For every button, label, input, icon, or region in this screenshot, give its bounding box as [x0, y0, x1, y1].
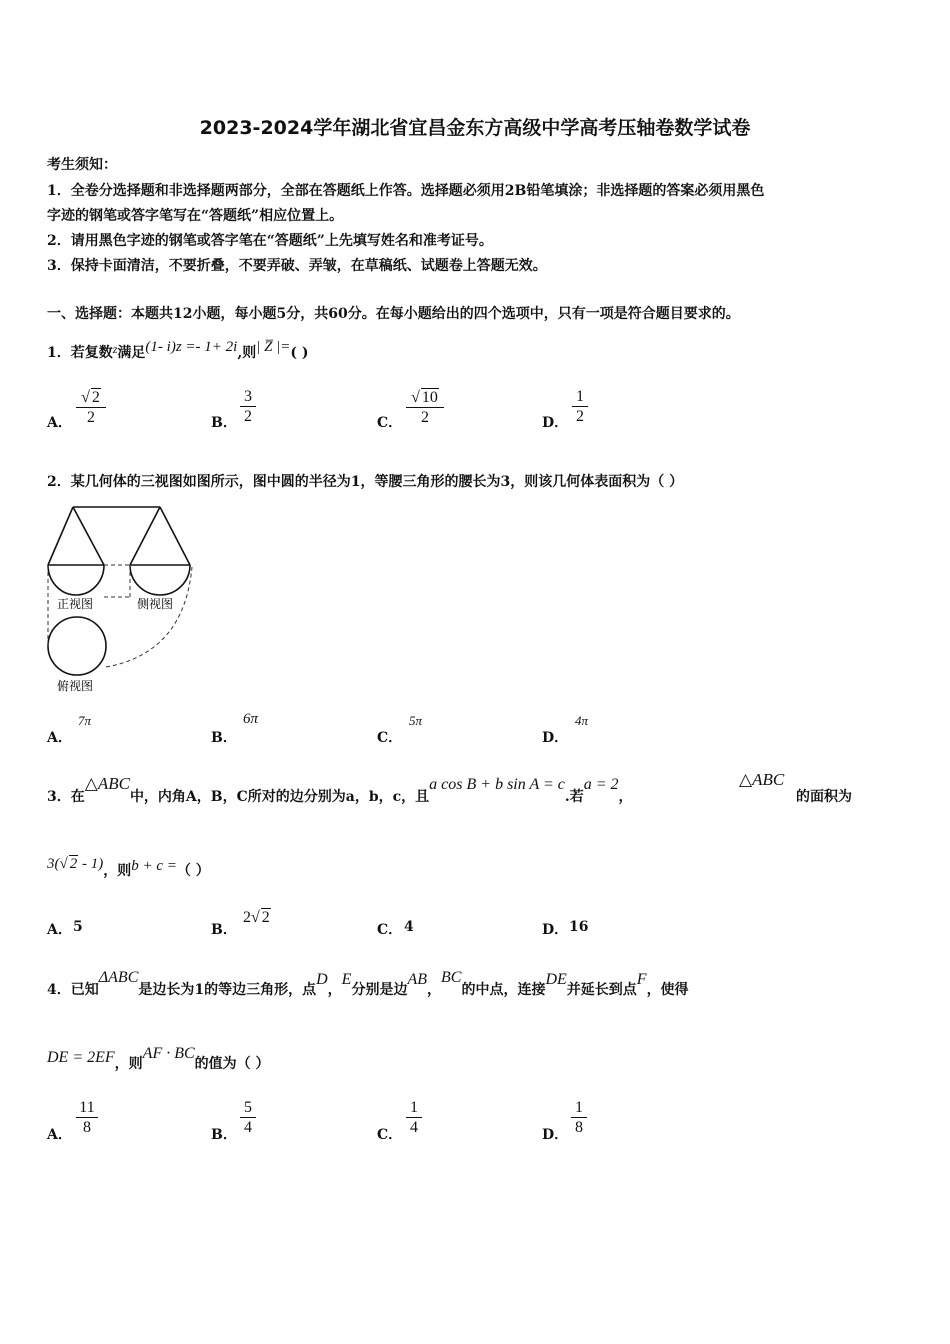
q4-side-ab: AB — [407, 971, 427, 988]
q2-label-d: D． — [542, 730, 569, 746]
q3-label-d: D． — [542, 922, 569, 938]
q3-pre: 3．在 — [47, 789, 85, 805]
q4-d-den: 8 — [571, 1117, 587, 1137]
q4-label-b: B． — [211, 1127, 237, 1143]
top-view-label: 俯视图 — [57, 679, 94, 693]
q3-option-d[interactable]: 16 — [569, 919, 589, 935]
q1-label-b: B． — [211, 415, 237, 431]
q4-option-d[interactable] — [571, 1099, 587, 1137]
q3-area-expr: 3(√ 2 - 1) — [47, 856, 104, 872]
notice-line-3: 3．保持卡面清洁，不要折叠，不要弄破、弄皱，在草稿纸、试题卷上答题无效。 — [47, 258, 547, 274]
q1-stem — [47, 339, 309, 362]
q4-text-4: 并延长到点 — [566, 982, 637, 998]
q3-stem — [47, 774, 633, 806]
q4-dot-product: AF · BC — [142, 1045, 195, 1062]
q2-label-b: B． — [211, 730, 237, 746]
q1-option-d[interactable] — [572, 388, 588, 426]
q4-text-3: 的中点，连接 — [461, 982, 546, 998]
q4-triangle: ΔABC — [98, 969, 139, 986]
q1-label-d: D． — [542, 415, 569, 431]
front-view-left-edge — [48, 507, 73, 565]
q2-option-a[interactable]: 7π — [78, 713, 92, 728]
page-title: 2023-2024学年湖北省宜昌金东方高级中学高考压轴卷数学试卷 — [199, 117, 751, 139]
q1-var: z — [112, 342, 118, 356]
q1-c-den: 2 — [406, 407, 444, 427]
notice-line-2: 2．请用黑色字迹的钢笔或答字笔在“答题纸”上先填写姓名和准考证号。 — [47, 233, 493, 249]
q4-label-c: C． — [377, 1127, 403, 1143]
q4-text-1: 是边长为1的等边三角形，点 — [138, 982, 317, 998]
notice-heading: 考生须知： — [47, 157, 117, 173]
guide-arc — [106, 567, 192, 667]
q4-text-2: 分别是边 — [351, 982, 408, 998]
q1-a-num: 2 — [91, 389, 100, 406]
q3-if: .若 — [564, 789, 584, 805]
q3-label-a: A． — [47, 922, 72, 938]
q2-option-c[interactable]: 5π — [409, 713, 423, 728]
q4-label-d: D． — [542, 1127, 569, 1143]
q2-option-d[interactable]: 4π — [575, 713, 589, 728]
q1-mid: 满足 — [117, 345, 146, 361]
q1-b-num: 3 — [244, 388, 252, 405]
side-view-semicircle — [130, 565, 190, 595]
q3-area-text: 的面积为 — [796, 789, 852, 805]
q1-paren: ( ) — [290, 345, 309, 361]
q1-option-b[interactable] — [240, 388, 256, 426]
front-view-semicircle — [48, 565, 104, 595]
top-view-circle — [48, 617, 106, 675]
q4-text-5: ，使得 — [646, 982, 689, 998]
q1-abs: | Z̅ |= — [256, 339, 291, 355]
q1-d-den: 2 — [572, 406, 588, 426]
side-view-right-edge — [160, 507, 190, 565]
q1-label-a: A． — [47, 415, 72, 431]
notice-line-1b: 字迹的钢笔或答字笔写在“答题纸”相应位置上。 — [47, 208, 344, 224]
q3-then: ，则 — [103, 863, 132, 879]
q1-a-den: 2 — [76, 407, 106, 427]
q1-d-num: 1 — [576, 388, 584, 405]
q4-c-den: 4 — [406, 1117, 422, 1137]
q1-b-den: 2 — [240, 406, 256, 426]
section-heading: 一、选择题：本题共12小题，每小题5分，共60分。在每小题给出的四个选项中，只有一项是符合题目要求的。 — [47, 306, 740, 322]
front-view-label: 正视图 — [57, 597, 94, 611]
q4-side-bc: BC — [441, 969, 462, 986]
q4-label-a: A． — [47, 1127, 72, 1143]
notice-line-1a: 1．全卷分选择题和非选择题两部分，全部在答题纸上作答。选择题必须用2B铅笔填涂；非选择题的答案必须用黑色 — [47, 183, 765, 199]
q1-option-c[interactable]: $\frac{√ 10}{2}$ — [406, 388, 444, 427]
q4-b-den: 4 — [240, 1117, 256, 1137]
q3-stem-2 — [47, 856, 210, 880]
q4-option-b[interactable] — [240, 1099, 256, 1137]
q4-option-a[interactable] — [76, 1099, 98, 1137]
q1-label-c: C． — [377, 415, 403, 431]
q1-equation: (1- i)z =- 1+ 2i — [145, 339, 238, 355]
q4-d-num: 1 — [575, 1099, 583, 1116]
q2-stem: 2．某几何体的三视图如图所示，图中圆的半径为1，等腰三角形的腰长为3，则该几何体表面积为（ ） — [47, 474, 684, 490]
q4-then: ，则 — [114, 1056, 143, 1072]
q1-option-a[interactable]: $\frac{√ 2}{2}$ — [76, 388, 106, 427]
front-view-right-edge — [73, 507, 104, 565]
q4-stem-2 — [47, 1045, 270, 1073]
q3-option-c[interactable]: 4 — [404, 919, 414, 935]
q2-option-b[interactable]: 6π — [243, 711, 259, 727]
q3-label-c: C． — [377, 922, 403, 938]
q3-comma: ， — [618, 789, 633, 805]
q4-b-num: 5 — [244, 1099, 252, 1116]
q4-point-e: E — [341, 971, 352, 988]
q4-c-num: 1 — [410, 1099, 418, 1116]
q3-a-value: a = 2 — [583, 776, 619, 793]
q4-pre: 4．已知 — [47, 982, 99, 998]
q1-pre: 1．若复数 — [47, 345, 113, 361]
q3-triangle: △ABC — [84, 774, 130, 793]
q4-stem: 4．已知ΔABC是边长为1的等边三角形，点D，E分别是边AB，BC的中点，连接DE并延长到点F，使得 — [47, 969, 689, 998]
q4-point-d: D — [316, 971, 328, 988]
q4-seg-de: DE — [545, 971, 567, 988]
q4-condition: DE = 2EF — [47, 1049, 115, 1066]
q3-mid: 中，内角A，B，C所对的边分别为a，b，c，且 — [129, 789, 430, 805]
q3-option-b[interactable]: 2√ 2 — [243, 909, 270, 926]
q3-option-a[interactable]: 5 — [73, 919, 83, 935]
side-view-left-edge — [130, 507, 160, 565]
q4-a-num: 11 — [79, 1099, 95, 1116]
q4-option-c[interactable] — [406, 1099, 422, 1137]
q1-comma: ,则 — [237, 345, 257, 361]
q4-a-den: 8 — [76, 1117, 98, 1137]
q2-label-a: A． — [47, 730, 72, 746]
q3-triangle-2: △ABC — [739, 770, 785, 789]
q4-text-6: 的值为（ ） — [194, 1056, 270, 1072]
q3-label-b: B． — [211, 922, 237, 938]
q3-b-plus-c: b + c = — [131, 858, 177, 874]
q3-equation: a cos B + b sin A = c — [429, 776, 565, 793]
q1-c-num: 10 — [421, 389, 438, 406]
q2-label-c: C． — [377, 730, 403, 746]
three-view-figure — [44, 503, 194, 695]
q4-point-f: F — [636, 971, 647, 988]
q3-paren: （ ） — [176, 863, 210, 879]
side-view-label: 侧视图 — [137, 597, 174, 611]
